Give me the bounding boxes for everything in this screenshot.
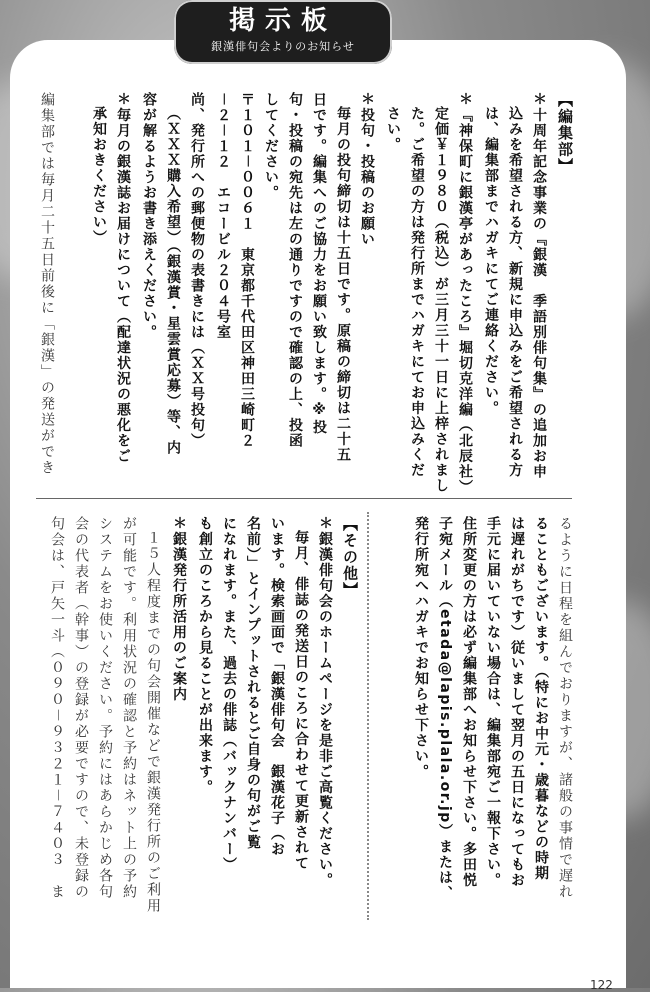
text-column: は、編集部までハガキにてご連絡ください。 bbox=[483, 106, 499, 416]
text-column: さい。 bbox=[385, 106, 401, 153]
text-column: るように日程を組んでおりますが、諸般の事情で遅れ bbox=[557, 516, 573, 900]
text-column: ＊毎月の銀漢誌お届けについて（配達状況の悪化をご bbox=[115, 92, 131, 464]
text-column: 容が解るようお書き添えください。 bbox=[141, 92, 157, 340]
text-column: 毎月、俳誌の発送日のころに合わせて更新されて bbox=[293, 530, 309, 871]
section-heading-editorial: 【編集部】 bbox=[556, 92, 574, 175]
page-number: 122 bbox=[590, 978, 613, 992]
text-column: ることもございます。（特にお中元・歳暮などの時期 bbox=[533, 516, 549, 881]
text-column: ＊銀漢俳句会のホームページを是非ご高覧ください。 bbox=[317, 516, 333, 888]
text-column: は遅れがちです）従いまして翌月の五日になってもお bbox=[509, 516, 525, 888]
text-column: 込みを希望される方、新規に申込みをご希望される方 bbox=[507, 106, 523, 478]
text-column: 尚、発行所への郵便物の表書きには（ＸＸ号投句） bbox=[189, 92, 205, 449]
text-column: ＊投句・投稿のお願い bbox=[359, 92, 375, 247]
dotted-separator bbox=[367, 512, 369, 920]
text-column: （ＸＸＸ購入希望）（銀漢賞・星雲賞応募）等、内 bbox=[165, 106, 181, 456]
text-column: います。検索画面で「銀漢俳句会 銀漢花子（お bbox=[269, 516, 285, 857]
text-column: システムをお使いください。予約にはあらかじめ各句 bbox=[97, 516, 113, 900]
text-column: 発行所宛へハガキでお知らせ下さい。 bbox=[413, 516, 429, 780]
text-column: 住所変更の方は必ず編集部へお知らせ下さい。多田悦 bbox=[461, 516, 477, 888]
text-column: 編集部では毎月二十五日前後に「銀漢」の発送ができ bbox=[39, 92, 55, 476]
text-column: 句・投稿の宛先は左の通りですので確認の上、投函 bbox=[287, 92, 303, 449]
text-column: －２－１２ エコービル２０４号室 bbox=[215, 92, 231, 340]
text-column: 〒１０１－００６１ 東京都千代田区神田三崎町２ bbox=[239, 92, 255, 449]
header-title: 掲示板 bbox=[228, 6, 337, 36]
header-subtitle: 銀漢俳句会よりのお知らせ bbox=[211, 40, 355, 53]
text-column: 手元に届いていない場合は、編集部宛ご一報下さい。 bbox=[485, 516, 501, 888]
text-column: ＊十周年記念事業の『銀漢 季語別俳句集』の追加お申 bbox=[531, 92, 547, 480]
text-column: 定価￥１９８０（税込）が三月三十一日に上梓されまし bbox=[433, 106, 449, 494]
text-column: になれます。また、過去の俳誌（バックナンバー） bbox=[221, 516, 237, 873]
text-column: 会の代表者（幹事）の登録が必要ですので、未登録の bbox=[73, 516, 89, 900]
section-divider bbox=[36, 498, 572, 499]
text-column: 日です。編集へのご協力をお願い致します。※投 bbox=[311, 92, 327, 435]
text-column: １５人程度までの句会開催などで銀漢発行所のご利用 bbox=[145, 530, 161, 914]
text-column: 承知おきください） bbox=[91, 106, 107, 246]
notice-board-header bbox=[174, 0, 392, 64]
text-column: 名前）」とインプットされるとご自身の句がご覧 bbox=[245, 516, 261, 850]
section-heading-other: 【その他】 bbox=[341, 516, 359, 599]
text-column: ＊『神保町に銀漢亭があったころ』堀切克洋編（北辰社） bbox=[457, 92, 473, 495]
text-column: も創立のころから見ることが出来ます。 bbox=[197, 516, 213, 795]
text-column: が可能です。利用状況の確認と予約はネット上の予約 bbox=[121, 516, 137, 900]
text-column: してください。 bbox=[263, 92, 279, 201]
text-column: た。ご希望の方は発行所までハガキにてお申込みくだ bbox=[409, 106, 425, 478]
text-column: ＊銀漢発行所活用のご案内 bbox=[171, 516, 187, 702]
text-column: 子宛メール（etada@lapis.plala.or.jp）または、 bbox=[437, 516, 453, 902]
text-column: 句会は、戸矢一斗（０９０－９３２１－７４０３ ま bbox=[49, 516, 65, 900]
text-column: 毎月の投句締切は十五日です。原稿の締切は二十五 bbox=[335, 106, 351, 463]
